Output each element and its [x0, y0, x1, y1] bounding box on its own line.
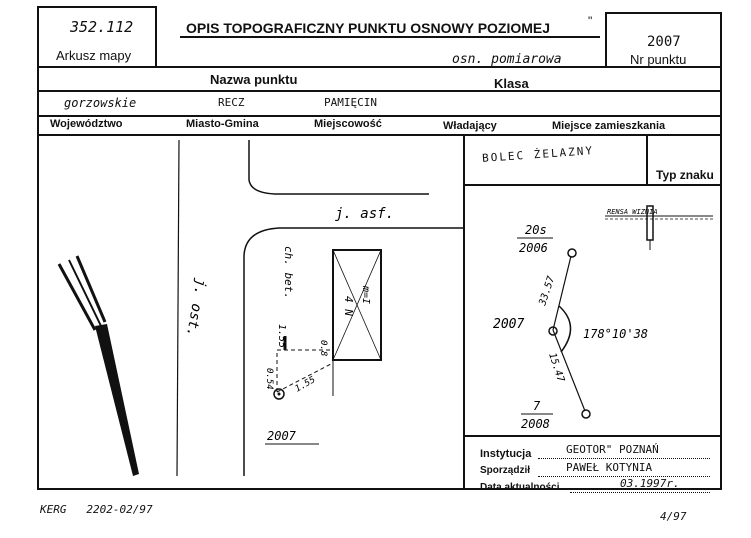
angle-arc: [559, 306, 571, 352]
lower-distance: 15.47: [546, 351, 566, 384]
class-label: Klasa: [494, 76, 529, 91]
distance-2: 0.8: [318, 340, 328, 357]
upper-point-top: 20s: [525, 223, 547, 237]
info-box-top: [463, 435, 722, 437]
voivodeship-label: Województwo: [50, 118, 123, 130]
typ-box-divider: [646, 134, 648, 186]
frame-top-left: [37, 6, 157, 8]
pointno-box-left: [605, 12, 607, 68]
locality-value: PAMIĘCIN: [324, 96, 377, 109]
road-label: j. asf.: [335, 206, 395, 222]
prepared-value: PAWEŁ KOTYNIA: [566, 461, 653, 474]
sheet-number: 352.112: [70, 18, 134, 36]
upper-point-bottom: 2006: [519, 241, 548, 255]
lower-point-bottom: 2008: [521, 417, 550, 431]
mark-sketch-text: RENSA WIZNIA: [607, 208, 658, 216]
distance-4: 1.55: [293, 375, 318, 395]
sheet-box-right: [155, 6, 157, 68]
sheet-label: Arkusz mapy: [56, 48, 132, 63]
page-number: 4/97: [660, 510, 687, 523]
voivodeship-value: gorzowskie: [64, 96, 137, 110]
building-sublabel: m=I: [360, 286, 371, 305]
city-label: Miasto-Gmina: [186, 118, 259, 130]
distance-3: 0.54: [264, 368, 274, 390]
institution-dots: [538, 458, 710, 459]
point-name-value: osn. pomiarowa: [452, 52, 562, 67]
location-sketch: [39, 136, 463, 488]
road-edge-left: [177, 140, 179, 476]
city-value: RECZ: [218, 96, 245, 109]
title-underline: [180, 36, 600, 38]
date-dots: [570, 492, 710, 493]
lower-point-marker: [582, 410, 590, 418]
title-mark: ": [588, 14, 593, 28]
road-edge-top: [249, 140, 429, 194]
date-label: Data aktualności: [480, 482, 560, 493]
locality-label: Miejscowość: [314, 118, 382, 130]
row3-line: [37, 115, 722, 117]
form-code: KERG 2202-02/97: [40, 503, 153, 516]
mark-type-label: Typ znaku: [656, 168, 714, 182]
mark-type-value: BOLEC ŻELAZNY: [481, 144, 595, 165]
page-title: OPIS TOPOGRAFICZNY PUNKTU OSNOWY POZIOMEJ: [186, 20, 551, 36]
upper-point-marker: [568, 249, 576, 257]
sketch-point-label: 2007: [267, 429, 296, 443]
center-label: 2007: [493, 317, 525, 332]
point-number-label: Nr punktu: [630, 52, 687, 67]
mark-sketch: [605, 206, 713, 250]
distance-1: 1.55: [276, 324, 287, 349]
point-diagram: [465, 186, 720, 435]
pointno-box-top: [605, 12, 722, 14]
north-arrow-icon: [59, 256, 139, 476]
row1-line: [37, 66, 722, 68]
point-name-label: Nazwa punktu: [210, 72, 298, 87]
building-label: 4 N: [342, 296, 355, 316]
institution-value: GEOTOR" POZNAŃ: [566, 443, 659, 456]
date-value: 03.1997r.: [620, 477, 680, 490]
owner-label: Władający: [443, 120, 497, 132]
point-number-value: 2007: [647, 34, 681, 50]
residence-label: Miejsce zamieszkania: [552, 120, 666, 132]
institution-label: Instytucja: [480, 448, 532, 460]
row2-line: [37, 90, 722, 92]
sidewalk-label: ch. bet.: [282, 246, 295, 299]
upper-distance: 33.57: [537, 274, 558, 307]
prepared-label: Sporządził: [480, 465, 531, 476]
angle-value: 178°10'38: [583, 327, 649, 341]
frame-right: [720, 12, 722, 490]
lower-point-top: 7: [533, 399, 541, 413]
road-label-vertical: j. ost.: [182, 277, 209, 339]
